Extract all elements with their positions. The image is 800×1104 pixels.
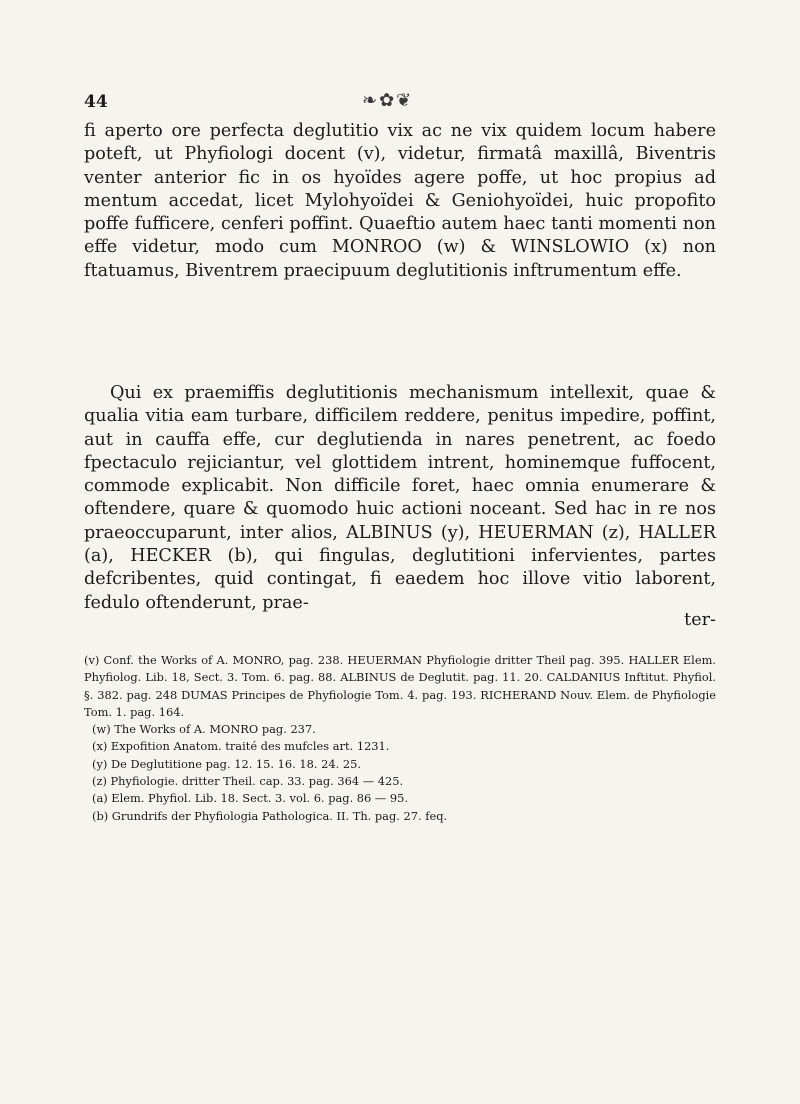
footnote-b: (b) Grundrifs der Phyfiologia Pathologica. II. Th. pag. 27. feq.	[92, 808, 448, 823]
footnotes	[84, 652, 716, 825]
footnote-z: (z) Phyfiologie. dritter Theil. cap. 33. pag. 364 — 425.	[92, 774, 404, 789]
footnote-v: (v) Conf. the Works of A. MONRO, pag. 238. HEUERMAN Phyfiologie dritter Theil pag. 395. HALLER Elem. Phyfiolog. Lib. 18, Sect. 3. Tom. 6. pag. 88. ALBINUS de Deglutit. pag. 11. 20. CALDANIUS Inftitut. Phyfiol. §. 382. pag. 248 DUMAS Principes de Phyfiologie Tom. 4. pag. 193. RICHERAND Nouv. Elem. de Phyfiologie Tom. 1. pag. 164.	[84, 653, 716, 719]
header-ornament: ❧✿❦	[362, 90, 414, 111]
footnote-y: (y) De Deglutitione pag. 12. 15. 16. 18. 24. 25.	[92, 756, 361, 771]
footnote-w: (w) The Works of A. MONRO pag. 237.	[92, 722, 316, 737]
body-paragraph-2: Qui ex praemiffis deglutitionis mechanismum intellexit, quae & qualia vitia eam turbare, difficilem reddere, penitus impedire, poffint, aut in cauffa effe, cur deglutienda in nares penetrent, ac foedo fpectaculo rejiciantur, vel glottidem intrent, hominemque fuffocent, commode explicabit. Non difficile foret, haec omnia enumerare & oftendere, quare & quomodo huic actioni noceant. Sed hac in re nos praeoccuparunt, inter alios, ALBINUS (y), HEUERMAN (z), HALLER (a), HECKER (b), qui fingulas, deglutitioni infervientes, partes defcribentes, quid contingat, fi eaedem hoc illove vitio laborent, fedulo oftenderunt, prae-	[84, 383, 716, 613]
footnote-x: (x) Expofition Anatom. traité des mufcles art. 1231.	[92, 739, 390, 754]
page-number: 44	[84, 92, 108, 112]
footnote-a: (a) Elem. Phyfiol. Lib. 18. Sect. 3. vol. 6. pag. 86 — 95.	[92, 791, 409, 806]
catchword: ter-	[684, 610, 716, 630]
body-paragraph-1: fi aperto ore perfecta deglutitio vix ac ne vix quidem locum habere poteft, ut Phyfiologi docent (v), videtur, firmatâ maxillâ, Biventris venter anterior fic in os hyoïdes agere poffe, ut hoc propius ad mentum accedat, licet Mylohyoïdei & Geniohyoïdei, huic propofito poffe fufficere, cenferi poffint. Quaeftio autem haec tanti momenti non effe videtur, modo cum MONROO (w) & WINSLOWIO (x) non ftatuamus, Biventrem praecipuum deglutitionis inftrumentum effe.	[84, 121, 716, 281]
